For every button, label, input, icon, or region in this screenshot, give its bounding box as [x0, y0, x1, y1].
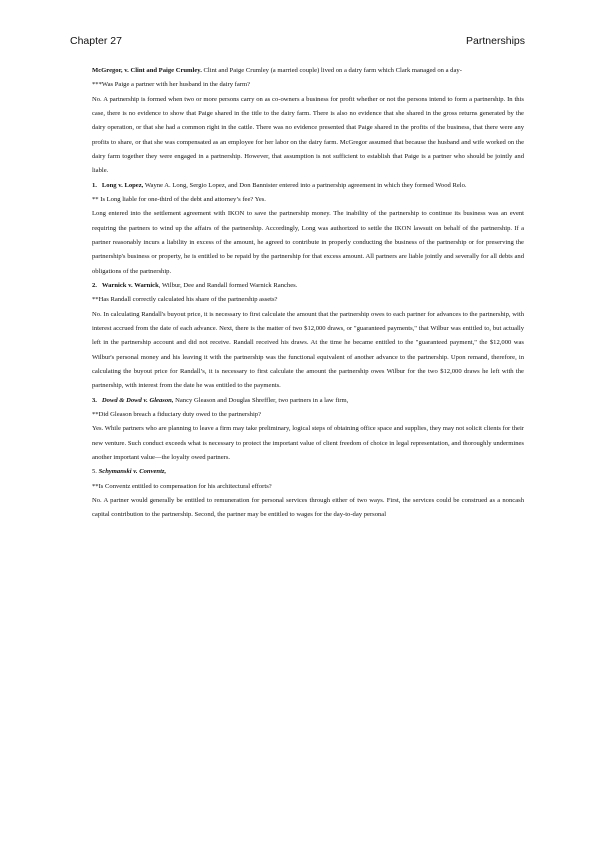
case-name: Warnick v. Warnick: [101, 281, 159, 289]
case-heading: [92, 279, 524, 293]
case-number: 2.: [92, 281, 97, 289]
case-question: **Has Randall correctly calculated his share of the partnership assets?: [92, 296, 278, 304]
case-question: **Did Gleason breach a fiduciary duty owed to the partnership?: [92, 410, 262, 418]
body-text: [92, 64, 524, 523]
case-name: Long v. Lopez,: [101, 181, 144, 189]
case-answer: Yes. While partners who are planning to leave a firm may take preliminary, logical steps of obtaining office space and supplies, they may not solicit clients for their new venture. Such conduct exceeds what is necessary to protect the important value of client freedom of choice in legal representation, and thoroughly undermines another important value—the loyalty owed partners.: [92, 425, 524, 461]
case-heading: [92, 64, 524, 78]
case-answer: No. In calculating Randall's buyout price, it is necessary to first calculate the amount that the partnership owes to each partner for advances to the partnership, with interest accrued from the date of each advance. Next, there is the matter of two $12,000 draws, or "guaranteed payments," that Wilbur was entitled to, but actually left in the partnership account and did not receive. Randall received his draws. At the time he became entitled to the "guaranteed payment," the $12,000 was Wilbur's personal money and his leaving it with the partnership was the functional equivalent of another advance to the partnership. Upon remand, therefore, in calculating the buyout price for Randall’s, it is necessary to first calculate the amount the partnership owes Wilbur for the two $12,000 draws he left with the partnership, with interest from the date he was entitled to the payments.: [92, 310, 524, 390]
case-name: McGregor, v. Clint and Paige Crumley.: [92, 67, 202, 74]
chapter-header: Chapter 27: [70, 35, 122, 47]
case-number: 3.: [92, 396, 97, 404]
case-question: **Is Conventz entitled to compensation for his architectural efforts?: [92, 482, 272, 490]
case-intro: , Wilbur, Dee and Randall formed Warnick Ranches.: [158, 281, 298, 289]
case-heading: [92, 394, 524, 408]
case-number: 1.: [92, 181, 97, 189]
case-intro: Clint and Paige Crumley (a married couple) lived on a dairy farm which Clark managed on a day-: [201, 67, 462, 74]
case-name: Dowd & Dowd v. Gleason,: [101, 396, 174, 404]
case-intro: Wayne A. Long, Sergio Lopez, and Don Bannister entered into a partnership agreement in which they formed Wood Relo.: [143, 181, 467, 189]
case-heading: [92, 465, 524, 479]
case-number: 5.: [92, 468, 97, 476]
case-question: ** Is Long liable for one-third of the debt and attorney’s fee? Yes.: [92, 195, 266, 203]
case-intro: Nancy Gleason and Douglas Shreffler, two partners in a law firm,: [173, 396, 349, 404]
case-name: Schymanski v. Conventz,: [98, 468, 167, 476]
case-answer: No. A partner would generally be entitled to remuneration for personal services through either of two ways. First, the services could be construed as a noncash capital contribution to the partnership. Second, the partner may be entitled to wages for the day-to-day personal: [92, 496, 524, 519]
case-answer: Long entered into the settlement agreement with IKON to save the partnership money. The inability of the partnership to continue its business was an event requiring the partners to wind up the affairs of the partnership. Accordingly, Long was authorized to settle the IKON lawsuit on behalf of the partnership. If a partner reasonably incurs a liability in excess of the amount, he agreed to contribute in properly conducting the business of the partnership or for preserving the partnership's business or property, he is entitled to be repaid by the partnership for that excess amount. All partners are liable jointly and severally for all debts and obligations of the partnership.: [92, 210, 524, 275]
case-answer: No. A partnership is formed when two or more persons carry on as co-owners a business for profit whether or not the persons intend to form a partnership. In this case, there is no evidence to show that Paige shared in the title to the dairy farm. There is also no evidence that she shared in the gross returns generated by the dairy operation, or that she had a common right in the cattle. There was no evidence presented that Paige shared in the profits of the business, that there were any profits to share, or that she was compensated as an employee for her labor on the dairy farm. McGregor assumed that because the husband and wife worked on the dairy farm together they were engaged in a partnership. However, that assumption is not sufficient to establish that Paige is a partner who should be jointly and liable.: [92, 95, 524, 175]
section-header: Partnerships: [466, 35, 525, 47]
case-question: ***Was Paige a partner with her husband in the dairy farm?: [92, 81, 251, 89]
case-heading: [92, 179, 524, 193]
